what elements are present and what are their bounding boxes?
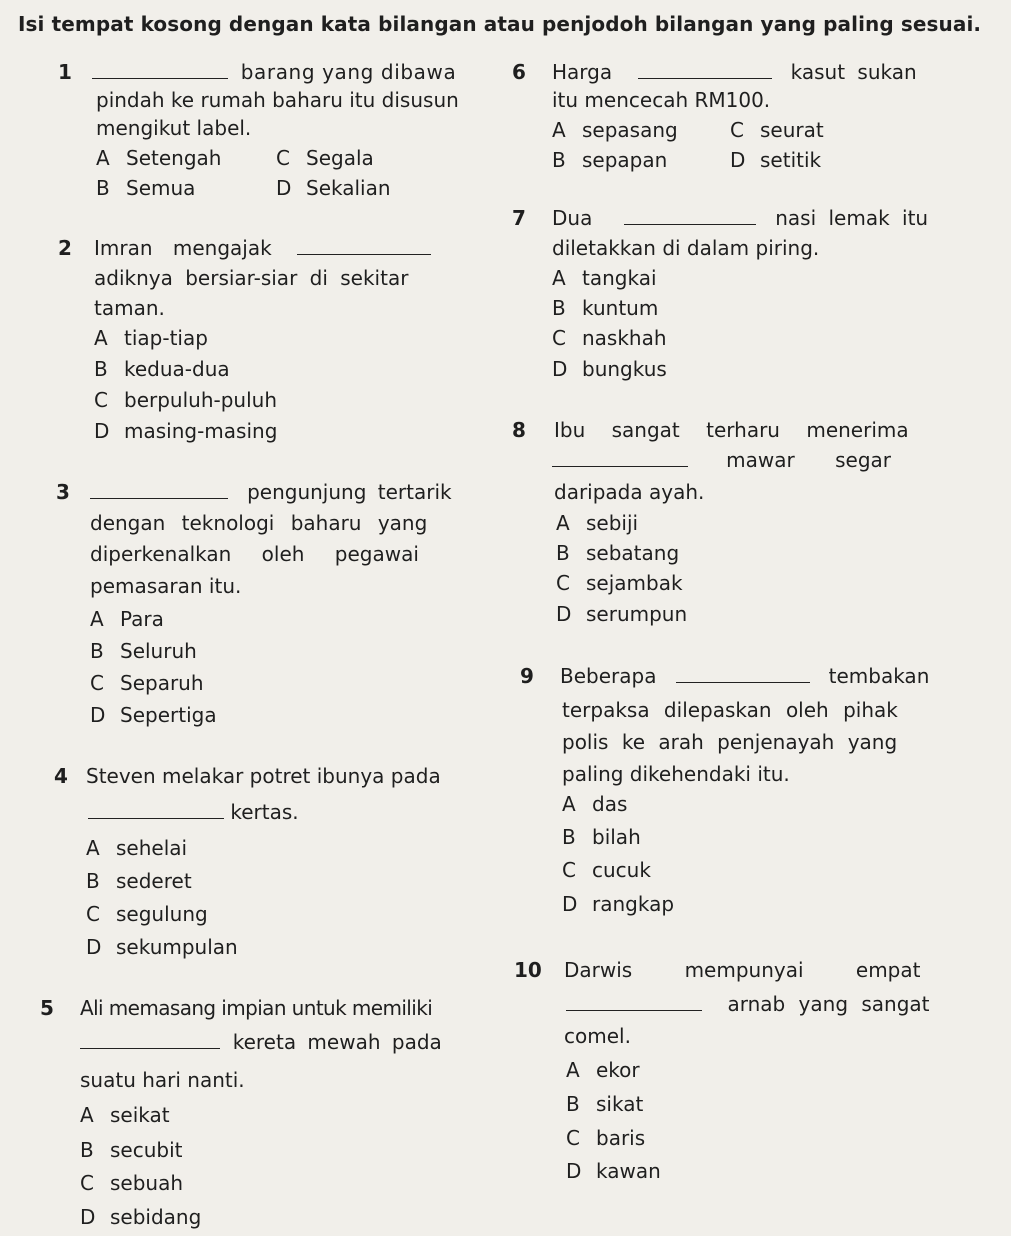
question-line: mawar segar — [552, 448, 891, 472]
option-a[interactable]: A sebiji — [556, 511, 639, 535]
option-c[interactable]: C seurat — [730, 118, 824, 142]
instruction-heading: Isi tempat kosong dengan kata bilangan atau penjodoh bilangan yang paling sesuai. — [18, 12, 982, 36]
option-b[interactable]: B sederet — [86, 869, 192, 893]
option-d[interactable]: D serumpun — [556, 602, 688, 626]
question-line: paling dikehendaki itu. — [562, 762, 790, 786]
question-number: 6 — [512, 60, 526, 84]
question-number: 2 — [58, 236, 72, 260]
question-line: suatu hari nanti. — [80, 1068, 245, 1092]
answer-blank[interactable] — [624, 206, 756, 225]
question-number: 3 — [56, 480, 70, 504]
question-line: Ibu sangat terharu menerima — [554, 418, 909, 442]
option-c[interactable]: C Segala — [276, 146, 374, 170]
question-number: 7 — [512, 206, 526, 230]
option-a[interactable]: A ekor — [566, 1058, 640, 1082]
answer-blank[interactable] — [638, 60, 772, 79]
question-line: pemasaran itu. — [90, 574, 242, 598]
option-c[interactable]: C naskhah — [552, 326, 667, 350]
answer-blank[interactable] — [90, 480, 228, 499]
answer-blank[interactable] — [297, 236, 431, 255]
question-line: comel. — [564, 1024, 631, 1048]
question-line: daripada ayah. — [554, 480, 705, 504]
option-b[interactable]: B Semua — [96, 176, 196, 200]
answer-blank[interactable] — [80, 1030, 220, 1049]
question-line: terpaksa dilepaskan oleh pihak — [562, 698, 898, 722]
question-line: diletakkan di dalam piring. — [552, 236, 820, 260]
option-c[interactable]: C Separuh — [90, 671, 204, 695]
question-line: arnab yang sangat — [566, 992, 930, 1016]
question-number: 4 — [54, 764, 68, 788]
option-b[interactable]: B kedua-dua — [94, 357, 230, 381]
option-c[interactable]: C sejambak — [556, 571, 683, 595]
option-b[interactable]: B sikat — [566, 1092, 644, 1116]
question-line: Dua nasi lemak itu — [552, 206, 929, 230]
question-line: Steven melakar potret ibunya pada — [86, 764, 441, 788]
option-c[interactable]: C berpuluh-puluh — [94, 388, 277, 412]
question-line: itu mencecah RM100. — [552, 88, 771, 112]
option-c[interactable]: C baris — [566, 1126, 646, 1150]
question-number: 8 — [512, 418, 526, 442]
option-a[interactable]: A seikat — [80, 1103, 170, 1127]
question-line: dengan teknologi baharu yang — [90, 511, 428, 535]
option-a[interactable]: A Para — [90, 607, 164, 631]
option-a[interactable]: A tiap-tiap — [94, 326, 208, 350]
option-a[interactable]: A sepasang — [552, 118, 678, 142]
option-d[interactable]: D setitik — [730, 148, 822, 172]
question-line: Darwis mempunyai empat — [564, 958, 921, 982]
option-c[interactable]: C segulung — [86, 902, 208, 926]
question-line: polis ke arah penjenayah yang — [562, 730, 898, 754]
option-b[interactable]: B sepapan — [552, 148, 668, 172]
option-b[interactable]: B kuntum — [552, 296, 659, 320]
answer-blank[interactable] — [676, 664, 810, 683]
question-line: barang yang dibawa — [92, 60, 456, 84]
question-number: 9 — [520, 664, 534, 688]
option-d[interactable]: D sebidang — [80, 1205, 202, 1229]
question-line: mengikut label. — [96, 116, 252, 140]
option-d[interactable]: D sekumpulan — [86, 935, 238, 959]
option-a[interactable]: A sehelai — [86, 836, 188, 860]
option-c[interactable]: C sebuah — [80, 1171, 184, 1195]
option-d[interactable]: D Sepertiga — [90, 703, 217, 727]
answer-blank[interactable] — [92, 60, 228, 79]
option-b[interactable]: B secubit — [80, 1138, 183, 1162]
question-line: Ali memasang impian untuk memiliki — [80, 996, 433, 1020]
option-d[interactable]: D rangkap — [562, 892, 675, 916]
option-a[interactable]: A Setengah — [96, 146, 222, 170]
option-b[interactable]: B Seluruh — [90, 639, 197, 663]
option-a[interactable]: A tangkai — [552, 266, 657, 290]
option-a[interactable]: A das — [562, 792, 628, 816]
question-line: pindah ke rumah baharu itu disusun — [96, 88, 459, 112]
option-c[interactable]: C cucuk — [562, 858, 651, 882]
option-b[interactable]: B bilah — [562, 825, 641, 849]
question-line: adiknya bersiar-siar di sekitar — [94, 266, 409, 290]
option-d[interactable]: D kawan — [566, 1159, 661, 1183]
answer-blank[interactable] — [88, 800, 224, 819]
answer-blank[interactable] — [566, 992, 702, 1011]
question-number: 1 — [58, 60, 72, 84]
question-number: 5 — [40, 996, 54, 1020]
option-d[interactable]: D masing-masing — [94, 419, 278, 443]
option-d[interactable]: D Sekalian — [276, 176, 391, 200]
answer-blank[interactable] — [552, 448, 688, 467]
question-line: kertas. — [88, 800, 299, 824]
question-line: Imran mengajak — [94, 236, 431, 260]
question-line: Beberapa tembakan — [560, 664, 930, 688]
question-line: diperkenalkan oleh pegawai — [90, 542, 419, 566]
question-line: Harga kasut sukan — [552, 60, 917, 84]
question-number: 10 — [514, 958, 542, 982]
question-line: pengunjung tertarik — [90, 480, 452, 504]
question-line: kereta mewah pada — [80, 1030, 442, 1054]
question-line: taman. — [94, 296, 165, 320]
option-b[interactable]: B sebatang — [556, 541, 680, 565]
option-d[interactable]: D bungkus — [552, 357, 667, 381]
